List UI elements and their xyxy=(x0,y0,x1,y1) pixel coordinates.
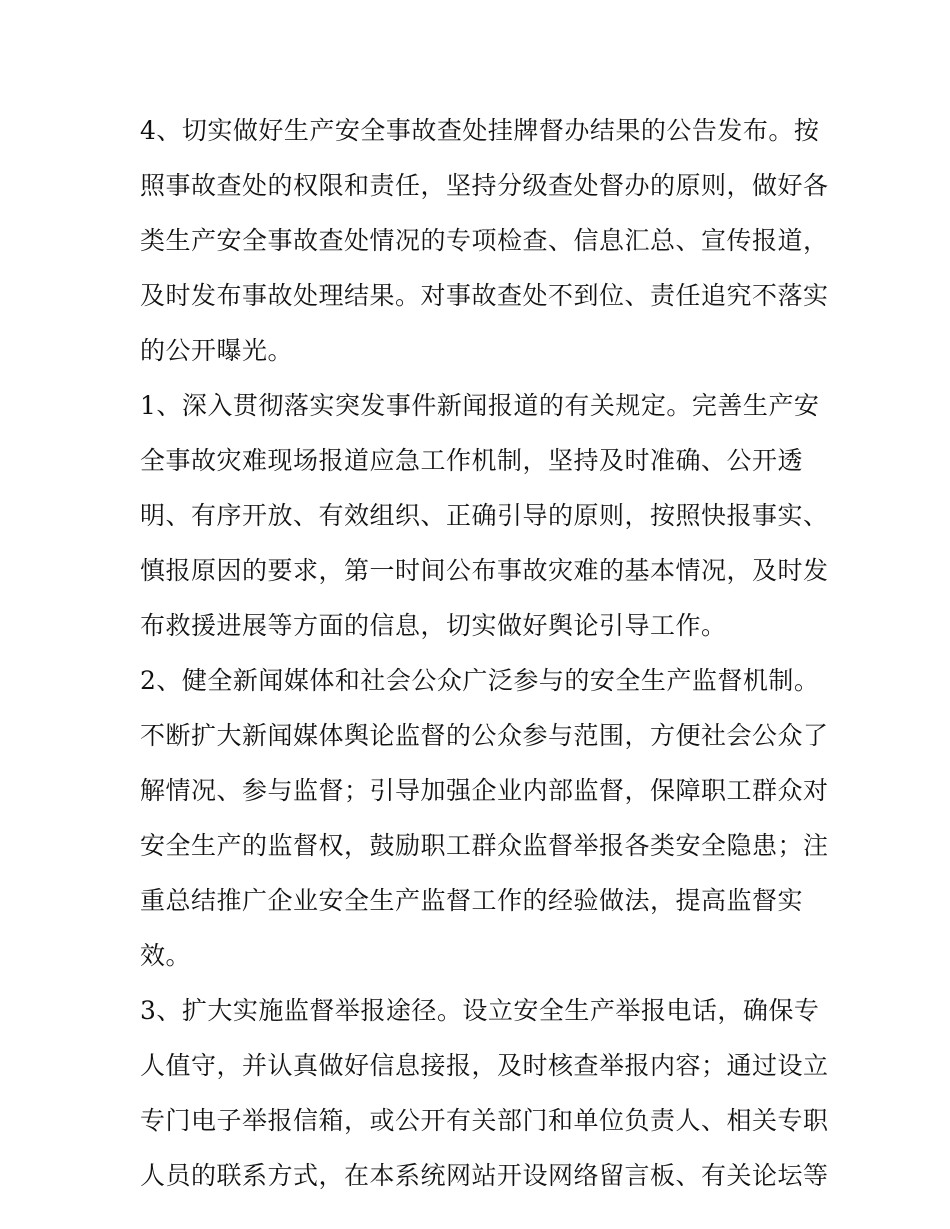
text-line: 解情况、参与监督；引导加强企业内部监督，保障职工群众对 xyxy=(140,776,829,805)
text-line: 人值守，并认真做好信息接报，及时核查举报内容；通过设立 xyxy=(140,1051,829,1080)
text-line: 的公开曝光。 xyxy=(140,336,294,365)
text-line: 明、有序开放、有效组织、正确引导的原则，按照快报事实、 xyxy=(140,501,829,530)
document-body xyxy=(140,103,829,1203)
text-line: 慎报原因的要求，第一时间公布事故灾难的基本情况，及时发 xyxy=(140,556,829,585)
text-line: 3、扩大实施监督举报途径。设立安全生产举报电话，确保专 xyxy=(140,996,820,1025)
text-line: 布救援进展等方面的信息，切实做好舆论引导工作。 xyxy=(140,611,727,640)
text-line: 4、切实做好生产安全事故查处挂牌督办结果的公告发布。按 xyxy=(140,116,820,145)
text-line: 及时发布事故处理结果。对事故查处不到位、责任追究不落实 xyxy=(140,281,829,310)
text-line: 效。 xyxy=(140,941,192,970)
text-line: 重总结推广企业安全生产监督工作的经验做法，提高监督实 xyxy=(140,886,804,915)
text-line: 不断扩大新闻媒体舆论监督的公众参与范围，方便社会公众了 xyxy=(140,721,829,750)
text-line: 专门电子举报信箱，或公开有关部门和单位负责人、相关专职 xyxy=(140,1106,829,1135)
text-line: 2、健全新闻媒体和社会公众广泛参与的安全生产监督机制。 xyxy=(140,666,820,695)
text-line: 照事故查处的权限和责任，坚持分级查处督办的原则，做好各 xyxy=(140,171,829,200)
text-line: 全事故灾难现场报道应急工作机制，坚持及时准确、公开透 xyxy=(140,446,804,475)
text-line: 1、深入贯彻落实突发事件新闻报道的有关规定。完善生产安 xyxy=(140,391,820,420)
text-line: 人员的联系方式，在本系统网站开设网络留言板、有关论坛等 xyxy=(140,1161,829,1190)
text-line: 安全生产的监督权，鼓励职工群众监督举报各类安全隐患；注 xyxy=(140,831,829,860)
text-line: 类生产安全事故查处情况的专项检查、信息汇总、宣传报道， xyxy=(140,226,829,255)
